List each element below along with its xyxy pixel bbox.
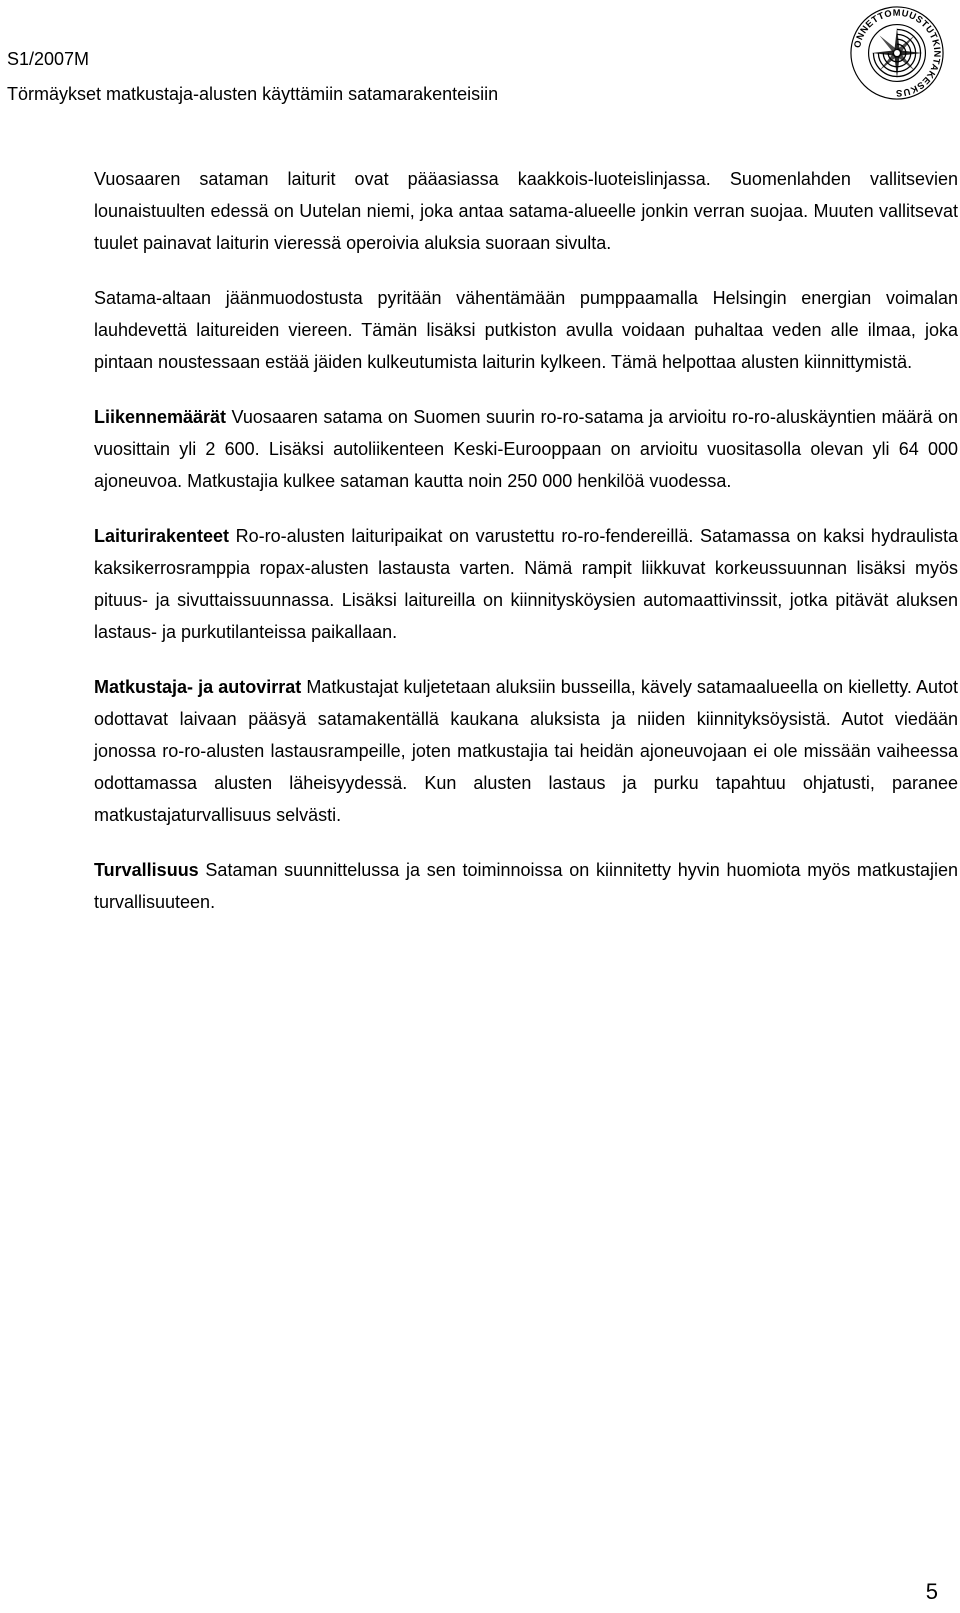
paragraph-laiturirakenteet [94,520,958,648]
onnettomuustutkintakeskus-seal-logo [848,4,946,102]
report-subtitle: Törmäykset matkustaja-alusten käyttämiin satamarakenteisiin [7,84,499,104]
paragraph-text: Satama-altaan jäänmuodostusta pyritään vähentämään pumppaamalla Helsingin energian voimalan lauhdevettä laitureiden viereen. Tämän lisäksi putkiston avulla voidaan puhaltaa veden alle ilmaa, joka pintaan noustessaan estää jäiden kulkeutumista laiturin kylkeen. Tämä helpottaa alusten kiinnittymistä. [94,288,958,372]
paragraph-text: Sataman suunnittelussa ja sen toiminnoissa on kiinnitetty hyvin huomiota myös matkustajien turvallisuuteen. [94,860,958,912]
report-code: S1/2007M [7,49,90,69]
paragraph-heading: Laiturirakenteet [94,526,230,546]
paragraph-heading: Turvallisuus [94,860,199,880]
paragraph-text: Ro-ro-alusten laituripaikat on varustettu ro-ro-fendereillä. Satamassa on kaksi hydraulista kaksikerrosramppia ropax-alusten lastausta varten. Nämä rampit liikkuvat korkeussuunnan lisäksi myös pituus- ja sivuttaissuunnassa. Lisäksi laitureilla on kiinnitysköysien automaattivinssit, jotka pitävät aluksen lastaus- ja purkutilanteissa paikallaan. [94,526,958,642]
page-content [94,163,958,941]
paragraph-laiturit [94,163,958,259]
paragraph-text: Matkustajat kuljetetaan aluksiin busseilla, kävely satamaalueella on kielletty. Autot odottavat laivaan pääsyä satamakentällä kaukana aluksista ja niiden kiinnityksöysistä. Autot viedään jonossa ro-ro-alusten lastausrampeille, joten matkustajia tai heidän ajoneuvojaan ei ole missään vaiheessa odottamassa alusten läheisyydessä. Kun alusten lastaus ja purku tapahtuu ohjatusti, paranee matkustajaturvallisuus selvästi. [94,677,958,825]
paragraph-heading: Liikennemäärät [94,407,227,427]
paragraph-liikennemaarat [94,401,958,497]
page-header [7,47,498,106]
paragraph-text: Vuosaaren satama on Suomen suurin ro-ro-satama ja arvioitu ro-ro-aluskäyntien määrä on vuosittain yli 2 600. Lisäksi autoliikenteen Keski-Eurooppaan on arvioitu vuositasolla olevan yli 64 000 ajoneuvoa. Matkustajia kulkee sataman kautta noin 250 000 henkilöä vuodessa. [94,407,958,491]
page-number: 5 [925,1579,938,1604]
paragraph-matkustaja-ja-autovirrat [94,671,958,831]
paragraph-jaanmuodostus [94,282,958,378]
paragraph-text: Vuosaaren sataman laiturit ovat pääasiassa kaakkois-luoteislinjassa. Suomenlahden vallitsevien lounaistuulten edessä on Uutelan niemi, joka antaa satama-alueelle jonkin verran suojaa. Muuten vallitsevat tuulet painavat laiturin vieressä operoivia aluksia suoraan sivulta. [94,169,958,253]
svg-text:ONNETTOMUUSTUTKINTAKESKUS: ONNETTOMUUSTUTKINTAKESKUS [852,7,943,99]
paragraph-heading: Matkustaja- ja autovirrat [94,677,302,697]
paragraph-turvallisuus [94,854,958,918]
